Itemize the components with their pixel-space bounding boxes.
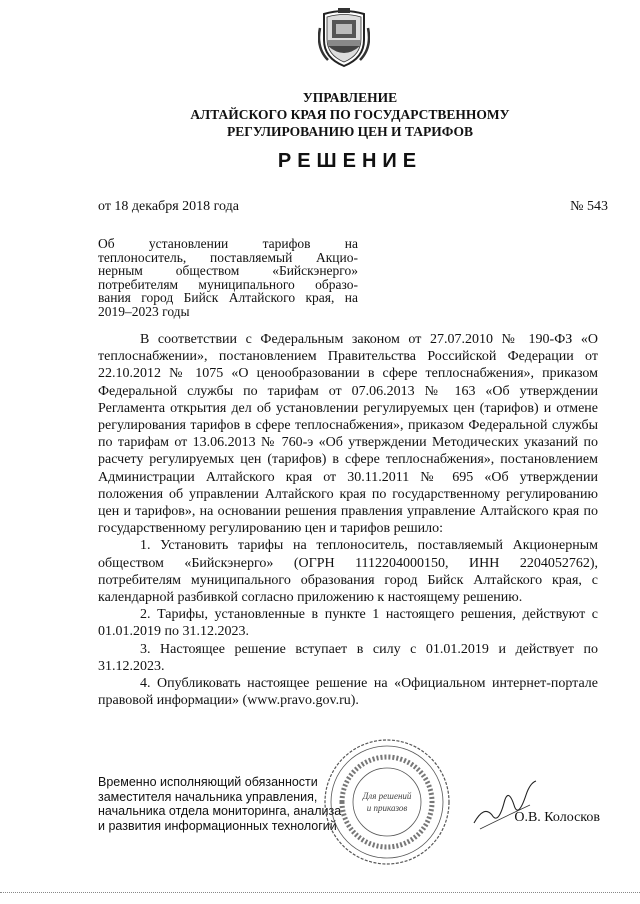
org-line-1: УПРАВЛЕНИЕ (302, 90, 398, 105)
coat-of-arms-icon (318, 8, 370, 68)
position-line: и развития информационных технологий (98, 818, 337, 833)
bottom-divider (0, 892, 640, 894)
position-line: заместителя начальника управления, (98, 789, 318, 804)
decision-body (98, 331, 598, 709)
stamp-text-1: Для решений (362, 791, 412, 801)
position-line: начальника отдела мониторинга, анализа (98, 804, 342, 818)
decision-subject (98, 237, 358, 318)
org-line-3: РЕГУЛИРОВАНИЮ ЦЕН И ТАРИФОВ (226, 124, 474, 139)
item-paragraph-4: 4. Опубликовать настоящее решение на «Официальном интернет-портале правовой информации» (www.pravo.gov.ru). (98, 676, 598, 709)
handwritten-signature-icon (470, 775, 540, 835)
item-paragraph-1: 1. Установить тарифы на теплоноситель, поставляемый Акционерным обществом «Бийскэнерго» (ОГРН 1112204000150, ИНН 2204052762), потребителям муниципального образования город Бийск Алтайского края, с календарной разбивкой согласно приложению к настоящему решению. (98, 538, 598, 606)
organization-header (100, 89, 600, 140)
subject-line: вания город Бийск Алтайского края, на (98, 290, 358, 305)
decision-date: от 18 декабря 2018 года (98, 199, 239, 214)
preamble-paragraph: В соответствии с Федеральным законом от 27.07.2010 № 190-ФЗ «О теплоснабжении», постановлением Правительства Российской Федерации от 22.10.2012 № 1075 «О ценообразовании в сфере теплоснабжения», приказом Федеральной службы по тарифам от 07.06.2013 № 163 «Об утверждении Регламента открытия дел об установлении регулируемых цен (тарифов) и отмене регулирования тарифов в сфере теплоснабжения», приказом Федеральной службы по тарифам от 13.06.2013 № 760-э «Об утверждении Методических указаний по расчету регулируемых цен (тарифов) в сфере теплоснабжения», постановлением Администрации Алтайского края от 30.11.2011 № 695 «Об утверждении положения об управлении Алтайского края по государственному регулированию цен и тарифов», на основании решения правления управление Алтайского края по государственному регулированию цен и тарифов решило: (98, 332, 598, 537)
stamp-text-2: и приказов (366, 803, 408, 813)
item-paragraph-3: 3. Настоящее решение вступает в силу с 01.01.2019 и действует по 31.12.2023. (98, 641, 598, 674)
item-paragraph-2: 2. Тарифы, установленные в пункте 1 настоящего решения, действуют с 01.01.2019 по 31.12.2023. (98, 607, 598, 640)
signatory-position (98, 775, 348, 833)
decision-number: № 543 (570, 199, 608, 214)
subject-line: теплоноситель, поставляемый Акцио- (98, 249, 358, 265)
subject-line: потребителям муниципального образо- (98, 276, 358, 292)
document-title: РЕШЕНИЕ (277, 150, 423, 172)
org-line-2: АЛТАЙСКОГО КРАЯ ПО ГОСУДАРСТВЕННОМУ (190, 107, 510, 122)
subject-line: нерным обществом «Бийскэнерго» (98, 263, 358, 278)
subject-line: 2019–2023 годы (98, 303, 190, 319)
stamp-icon (322, 737, 452, 867)
signer-name: О.В. Колосков (514, 810, 600, 825)
subject-line: Об установлении тарифов на (98, 236, 358, 251)
position-line: Временно исполняющий обязанности (98, 775, 318, 789)
